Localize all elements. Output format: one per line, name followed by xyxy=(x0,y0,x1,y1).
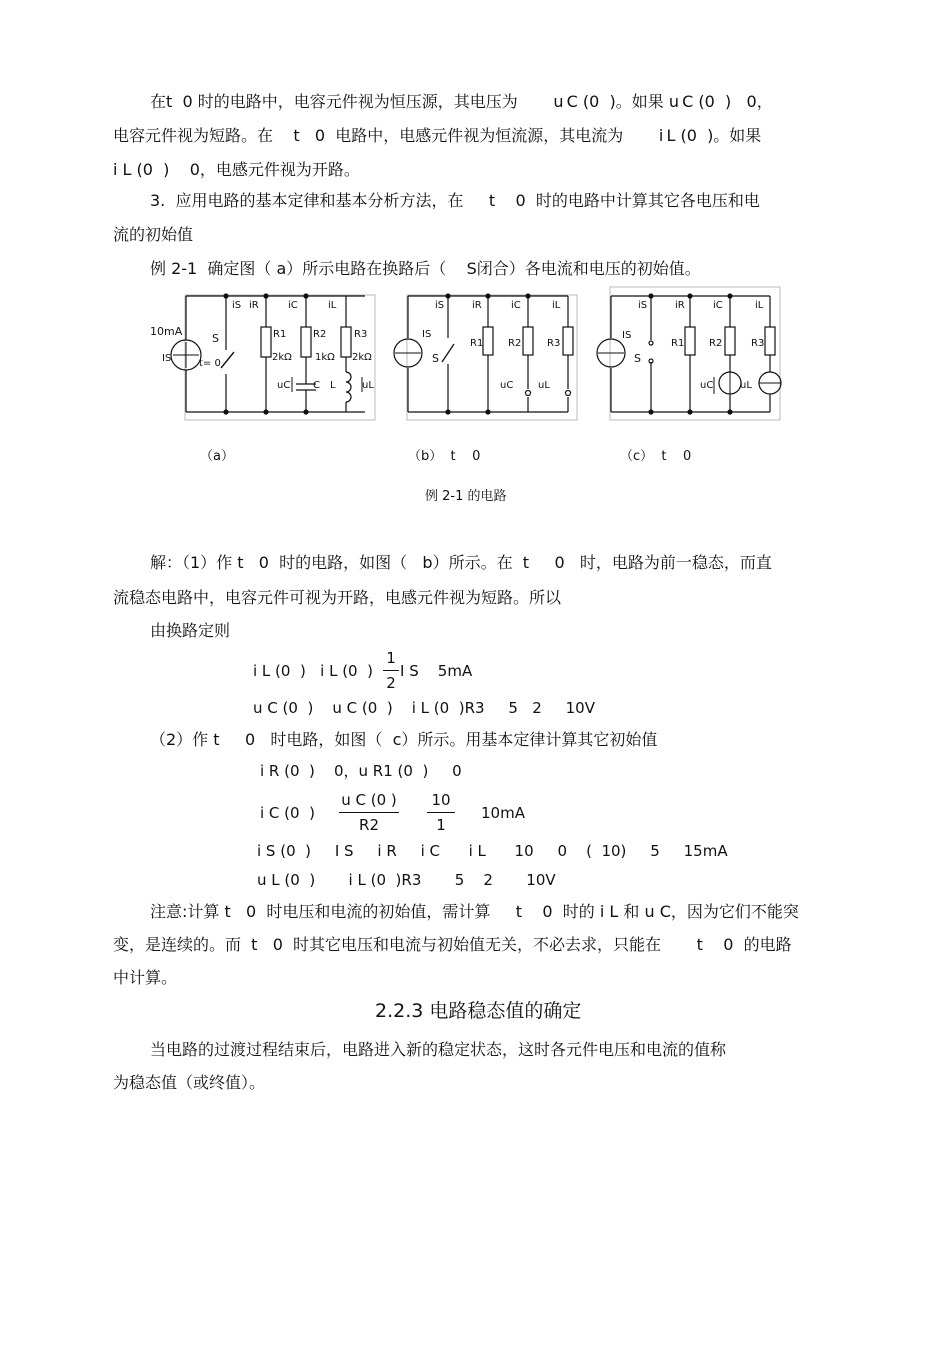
example-title: 例 2-1 确定图（ a）所示电路在换路后（ S闭合）各电流和电压的初始值。 xyxy=(150,259,701,278)
l-label: L xyxy=(330,380,336,391)
source-name: IS xyxy=(622,330,632,341)
eq4-f1-numerator: u C (0 ) xyxy=(341,791,397,809)
label-ir: iR xyxy=(249,300,259,311)
eq4-right: 10mA xyxy=(481,804,525,822)
eq2: u C (0 ) u C (0 ) i L (0 )R3 5 2 10V xyxy=(253,699,595,717)
label-is: iS xyxy=(638,300,648,311)
figure-caption: 例 2-1 的电路 xyxy=(425,489,507,504)
item3-line1: 3. 应用电路的基本定律和基本分析方法，在 t 0 时的电路中计算其它各电压和电 xyxy=(150,191,760,210)
circuit-b xyxy=(394,294,577,420)
switch-label: S xyxy=(212,332,219,345)
label-is: iS xyxy=(435,300,445,311)
label-ic: iC xyxy=(511,300,521,311)
solution-line1: 解：（1）作 t 0 时的电路，如图（ b）所示。在 t 0 时，电路为前一稳态，而直 xyxy=(150,553,772,572)
r2-label: R2 xyxy=(313,329,327,340)
eq6: u L (0 ) i L (0 )R3 5 2 10V xyxy=(257,871,556,889)
c-label: C xyxy=(313,380,320,391)
r1-label: R1 xyxy=(273,329,287,340)
r1-value: 2kΩ xyxy=(272,352,292,363)
step2: （2）作 t 0 时电路，如图（ c）所示。用基本定律计算其它初始值 xyxy=(150,730,658,749)
label-ic: iC xyxy=(288,300,298,311)
section-line1: 当电路的过渡过程结束后，电路进入新的稳定状态，这时各元件电压和电流的值称 xyxy=(150,1040,727,1059)
paragraph1-line2: 电容元件视为短路。在 t 0 电路中，电感元件视为恒流源，其电流为 i L (0 )。如果 xyxy=(113,126,762,145)
source-value: 10mA xyxy=(150,325,183,338)
label-il: iL xyxy=(552,300,561,311)
r3-label: R3 xyxy=(354,329,368,340)
item3-line2: 流的初始值 xyxy=(113,225,194,244)
note-line1: 注意:计算 t 0 时电压和电流的初始值，需计算 t 0 时的 i L 和 u C，因为它们不能突 xyxy=(150,902,799,921)
label-il: iL xyxy=(328,300,337,311)
uc-label: uC xyxy=(277,380,291,391)
r3-value: 2kΩ xyxy=(352,352,372,363)
label-ir: iR xyxy=(675,300,685,311)
note-line3: 中计算。 xyxy=(113,968,178,987)
eq4-f2-denominator: 1 xyxy=(436,816,446,834)
ul-label: uL xyxy=(362,380,374,391)
sub-caption-a: （a） xyxy=(200,449,234,464)
sub-caption-c: （c） t 0 xyxy=(620,449,692,464)
eq1-fraction xyxy=(383,647,399,694)
paragraph1-line1: 在t 0 时的电路中，电容元件视为恒压源，其电压为 u C (0 )。如果 u C (0 ) 0， xyxy=(150,92,773,111)
sub-caption-b: （b） t 0 xyxy=(408,449,481,464)
r3-label: R3 xyxy=(547,338,561,349)
eq1-denominator: 2 xyxy=(386,674,396,692)
ul-label: uL xyxy=(538,380,550,391)
r3-label: R3 xyxy=(751,338,765,349)
solution-line2: 流稳态电路中，电容元件可视为开路，电感元件视为短路。所以 xyxy=(113,588,562,607)
switch-time: t= 0 xyxy=(199,358,221,369)
circuit-a xyxy=(150,294,375,420)
eq4-fraction2 xyxy=(427,789,455,836)
eq3: i R (0 ) 0，u R1 (0 ) 0 xyxy=(260,762,462,780)
eq4-left: i C (0 ) xyxy=(260,804,315,822)
r1-label: R1 xyxy=(470,338,484,349)
solution-line3: 由换路定则 xyxy=(150,621,231,640)
eq4-f2-numerator: 10 xyxy=(431,791,451,809)
paragraph1-line3: i L (0 ) 0，电感元件视为开路。 xyxy=(113,160,360,179)
label-il: iL xyxy=(755,300,764,311)
label-is: iS xyxy=(232,300,242,311)
label-ir: iR xyxy=(472,300,482,311)
eq1-numerator: 1 xyxy=(386,649,396,667)
uc-label: uC xyxy=(700,380,714,391)
switch-label: S xyxy=(634,352,641,365)
eq1-left: i L (0 ) i L (0 ) xyxy=(253,662,373,680)
section-heading: 2.2.3 电路稳态值的确定 xyxy=(375,1000,582,1022)
section-line2: 为稳态值（或终值）。 xyxy=(113,1073,266,1092)
ul-label: uL xyxy=(740,380,752,391)
eq5: i S (0 ) I S i R i C i L 10 0 ( 10) 5 15mA xyxy=(257,842,728,860)
note-line2: 变，是连续的。而 t 0 时其它电压和电流与初始值无关，不必去求，只能在 t 0 的电路 xyxy=(113,935,792,954)
r2-value: 1kΩ xyxy=(315,352,335,363)
source-name: IS xyxy=(162,353,172,364)
eq1-right: I S 5mA xyxy=(400,662,473,680)
circuit-c xyxy=(597,287,781,420)
r2-label: R2 xyxy=(508,338,522,349)
r2-label: R2 xyxy=(709,338,723,349)
eq4-fraction1 xyxy=(339,789,399,836)
label-ic: iC xyxy=(713,300,723,311)
switch-label: S xyxy=(432,352,439,365)
r1-label: R1 xyxy=(671,338,685,349)
eq4-f1-denominator: R2 xyxy=(359,816,379,834)
uc-label: uC xyxy=(500,380,514,391)
source-name: IS xyxy=(422,329,432,340)
